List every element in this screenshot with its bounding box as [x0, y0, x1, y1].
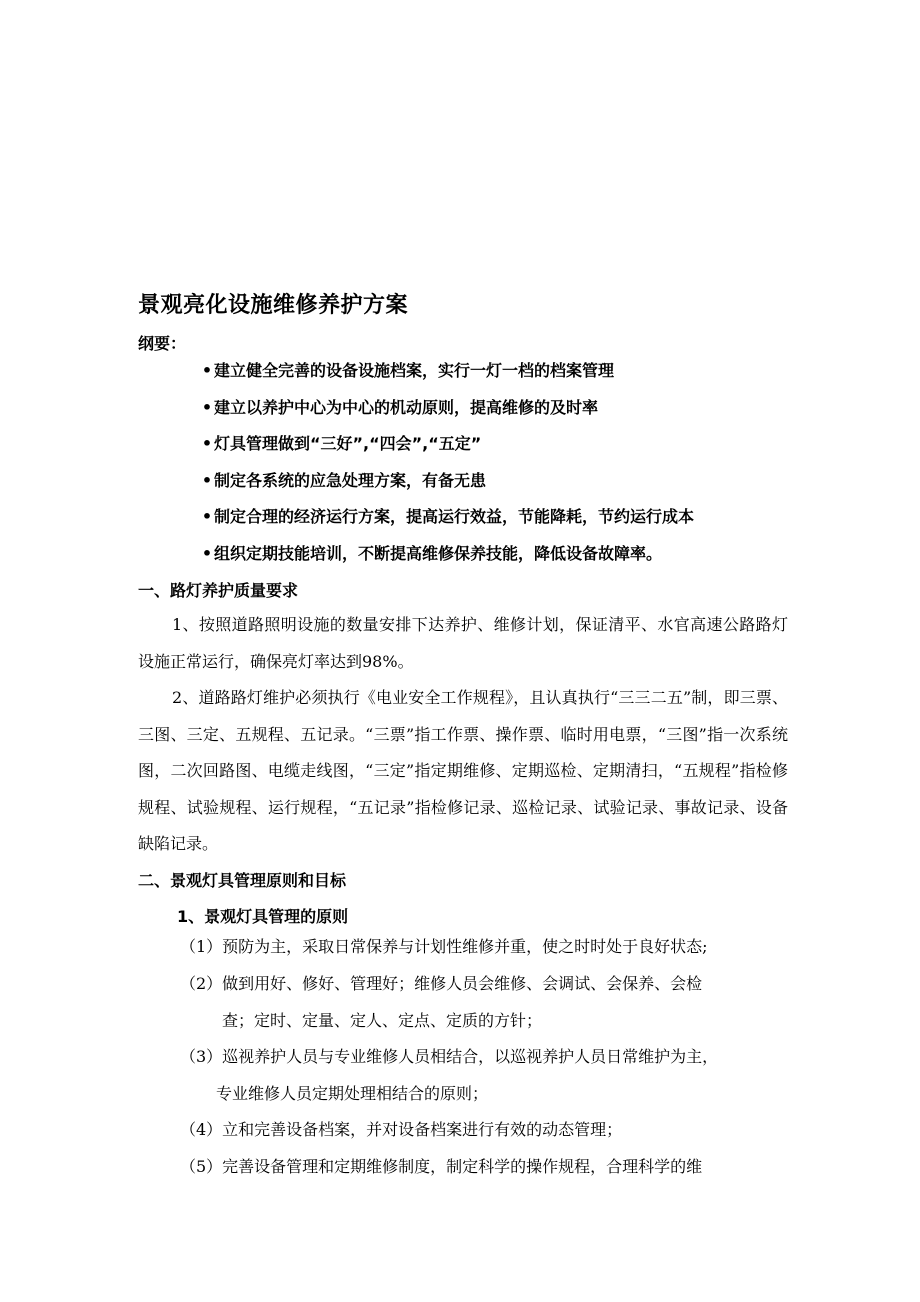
principle-item-continuation: 专业维修人员定期处理相结合的原则；	[216, 1083, 489, 1103]
principle-item-2	[180, 966, 784, 1039]
principle-item-4	[180, 1112, 784, 1149]
section1-paragraph-1: 1、按照道路照明设施的数量安排下达养护、维修计划，保证清平、水官高速公路路灯设施正常运行，确保亮灯率达到98%。	[138, 615, 788, 671]
summary-bullet-item	[200, 469, 694, 506]
principle-item-5	[180, 1149, 784, 1186]
principle-item-continuation: 查；定时、定量、定人、定点、定质的方针；	[222, 1010, 543, 1030]
bullet-icon: •	[201, 543, 213, 563]
bullet-icon: •	[201, 434, 213, 454]
section2-heading: 二、景观灯具管理原则和目标	[138, 871, 347, 890]
summary-bullet-text: 制定各系统的应急处理方案，有备无患	[214, 470, 487, 490]
summary-label: 纲要：	[138, 334, 187, 353]
summary-bullet-list	[200, 359, 694, 579]
summary-bullet-text: 建立以养护中心为中心的机动原则，提高维修的及时率	[214, 397, 599, 417]
summary-bullet-text: 制定合理的经济运行方案，提高运行效益，节能降耗，节约运行成本	[214, 507, 695, 527]
principle-item-3	[180, 1039, 784, 1112]
summary-bullet-item	[200, 432, 694, 469]
document-title: 景观亮化设施维修养护方案	[138, 293, 409, 318]
principle-item-text: （1）预防为主，采取日常保养与计划性维修并重，使之时时处于良好状态;	[180, 937, 708, 956]
principle-item-text: （2）做到用好、修好、管理好；维修人员会维修、会调试、会保养、会检	[180, 974, 703, 993]
principle-item-text: （4）立和完善设备档案，并对设备档案进行有效的动态管理；	[180, 1120, 623, 1139]
bullet-icon: •	[201, 361, 213, 380]
bullet-icon: •	[201, 397, 213, 417]
section1-heading: 一、路灯养护质量要求	[138, 581, 299, 600]
bullet-icon: •	[201, 470, 213, 490]
summary-bullet-item	[200, 542, 694, 579]
summary-bullet-text: 建立健全完善的设备设施档案，实行一灯一档的档案管理	[214, 361, 615, 380]
summary-bullet-item	[200, 359, 694, 396]
summary-bullet-item	[200, 505, 694, 542]
bullet-icon: •	[201, 507, 213, 527]
principle-item-1	[180, 929, 784, 966]
summary-bullet-text: 组织定期技能培训，不断提高维修保养技能，降低设备故障率。	[214, 543, 663, 563]
summary-bullet-item	[200, 396, 694, 433]
principle-item-text: （3）巡视养护人员与专业维修人员相结合，以巡视养护人员日常维护为主，	[180, 1047, 719, 1066]
section1-paragraph-2: 2、道路路灯维护必须执行《电业安全工作规程》，且认真执行“三三二五”制，即三票、三图、三定、五规程、五记录。“三票”指工作票、操作票、临时用电票，“三图”指一次系统图，二次回路图、电缆走线图，“三定”指定期维修、定期巡检、定期清扫，“五规程”指检修规程、试验规程、运行规程，“五记录”指检修记录、巡检记录、试验记录、事故记录、设备缺陷记录。	[138, 688, 788, 853]
principle-item-text: （5）完善设备管理和定期维修制度，制定科学的操作规程，合理科学的维	[180, 1157, 703, 1176]
section2-subheading: 1、景观灯具管理的原则	[177, 907, 349, 926]
summary-bullet-text: 灯具管理做到“三好”,“四会”,“五定”	[214, 434, 482, 454]
